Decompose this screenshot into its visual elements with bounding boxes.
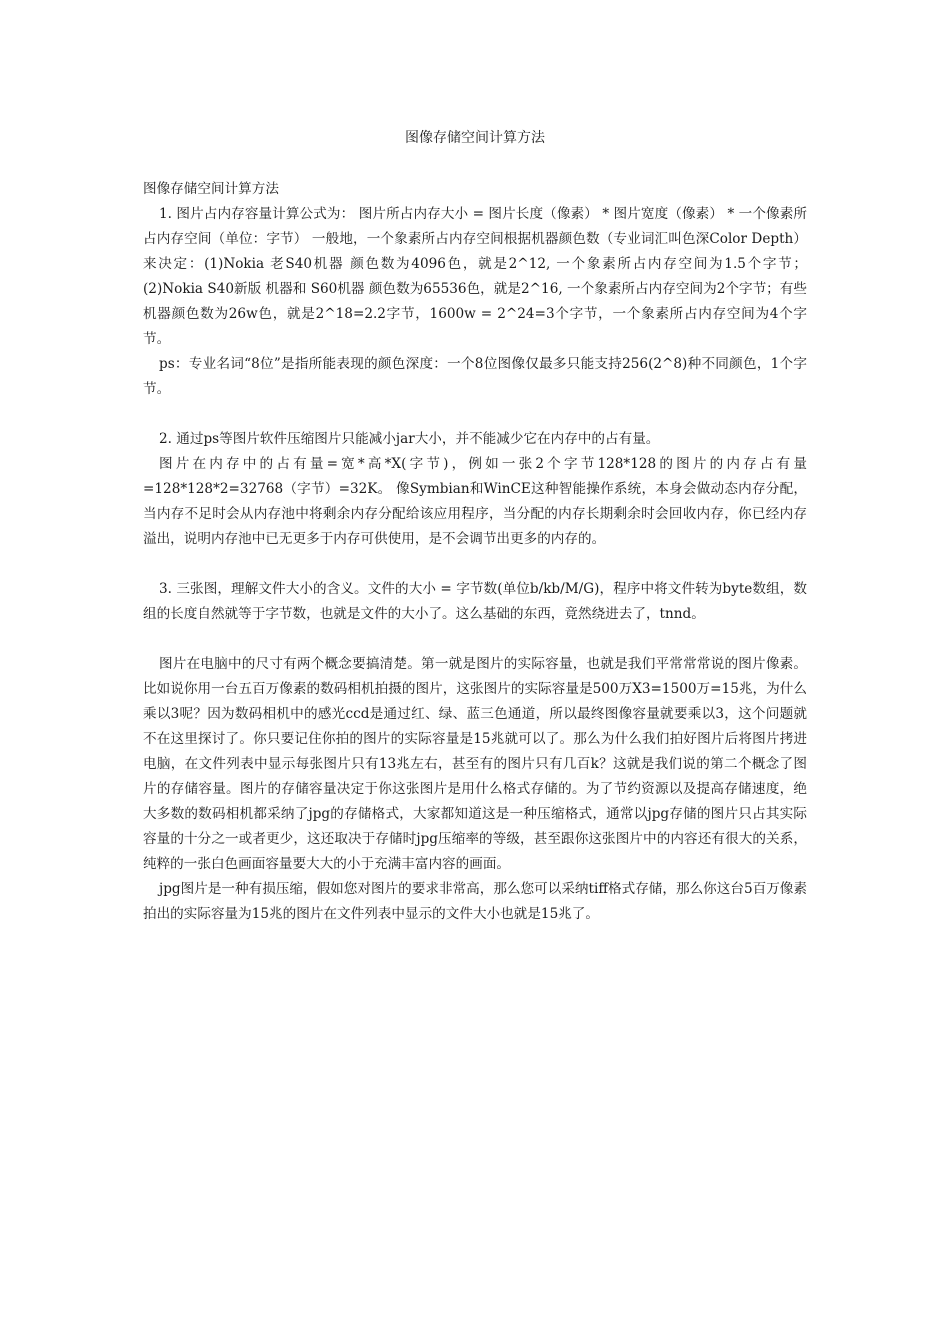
paragraph-gap [143,402,807,427]
body-heading: 图像存储空间计算方法 [143,181,279,197]
paragraph-gap [143,552,807,577]
paragraph-5: 3. 三张图，理解文件大小的含义。文件的大小 = 字节数(单位b/kb/M/G)，程序中将文件转为byte数组，数组的长度自然就等于字节数，也就是文件的大小了。这么基础的东西，竟然绕进去了，tnnd。 [143,581,807,622]
paragraph-1: 1. 图片占内存容量计算公式为： 图片所占内存大小 = 图片长度（像素） * 图片宽度（像素） * 一个像素所占内存空间（单位：字节） 一般地，一个象素所占内存空间根据机器颜色数（专业词汇叫色深Color Depth）来决定：(1)Nokia 老S40机器 颜色数为4096色，就是2^12, 一个象素所占内存空间为1.5个字节；(2)Nokia S40新版 机器和 S60机器 颜色数为65536色，就是2^16, 一个象素所占内存空间为2个字节；有些机器颜色数为26w色，就是2^18=2.2字节，1600w = 2^24=3个字节，一个象素所占内存空间为4个字节。 [143,206,807,347]
document-body [143,177,807,927]
paragraph-gap [143,627,807,652]
paragraph-6: 图片在电脑中的尺寸有两个概念要搞清楚。第一就是图片的实际容量，也就是我们平常常常说的图片像素。比如说你用一台五百万像素的数码相机拍摄的图片，这张图片的实际容量是500万X3=1500万=15兆，为什么乘以3呢？因为数码相机中的感光ccd是通过红、绿、蓝三色通道，所以最终图像容量就要乘以3，这个问题就不在这里探讨了。你只要记住你拍的图片的实际容量是15兆就可以了。那么为什么我们拍好图片后将图片拷进电脑，在文件列表中显示每张图片只有13兆左右，甚至有的图片只有几百k？这就是我们说的第二个概念了图片的存储容量。图片的存储容量决定于你这张图片是用什么格式存储的。为了节约资源以及提高存储速度，绝大多数的数码相机都采纳了jpg的存储格式，大家都知道这是一种压缩格式，通常以jpg存储的图片只占其实际容量的十分之一或者更少，这还取决于存储时jpg压缩率的等级，甚至跟你这张图片中的内容还有很大的关系，纯粹的一张白色画面容量要大大的小于充满丰富内容的画面。 [143,656,807,872]
document-title: 图像存储空间计算方法 [405,130,545,146]
paragraph-3: 2. 通过ps等图片软件压缩图片只能减小jar大小，并不能减少它在内存中的占有量。 [159,431,660,447]
paragraph-7: jpg图片是一种有损压缩，假如您对图片的要求非常高，那么您可以采纳tiff格式存储，那么你这台5百万像素拍出的实际容量为15兆的图片在文件列表中显示的文件大小也就是15兆了。 [143,881,807,922]
paragraph-2: ps：专业名词“8位”是指所能表现的颜色深度：一个8位图像仅最多只能支持256(2^8)种不同颜色，1个字节。 [143,356,807,397]
paragraph-4: 图片在内存中的占有量=宽*高*X(字节)，例如一张2个字节128*128的图片的内存占有量=128*128*2=32768（字节）=32K。 像Symbian和WinCE这种智能操作系统，本身会做动态内存分配，当内存不足时会从内存池中将剩余内存分配给该应用程序，当分配的内存长期剩余时会回收内存，你已经内存溢出，说明内存池中已无更多于内存可供使用，是不会调节出更多的内存的。 [143,456,807,547]
